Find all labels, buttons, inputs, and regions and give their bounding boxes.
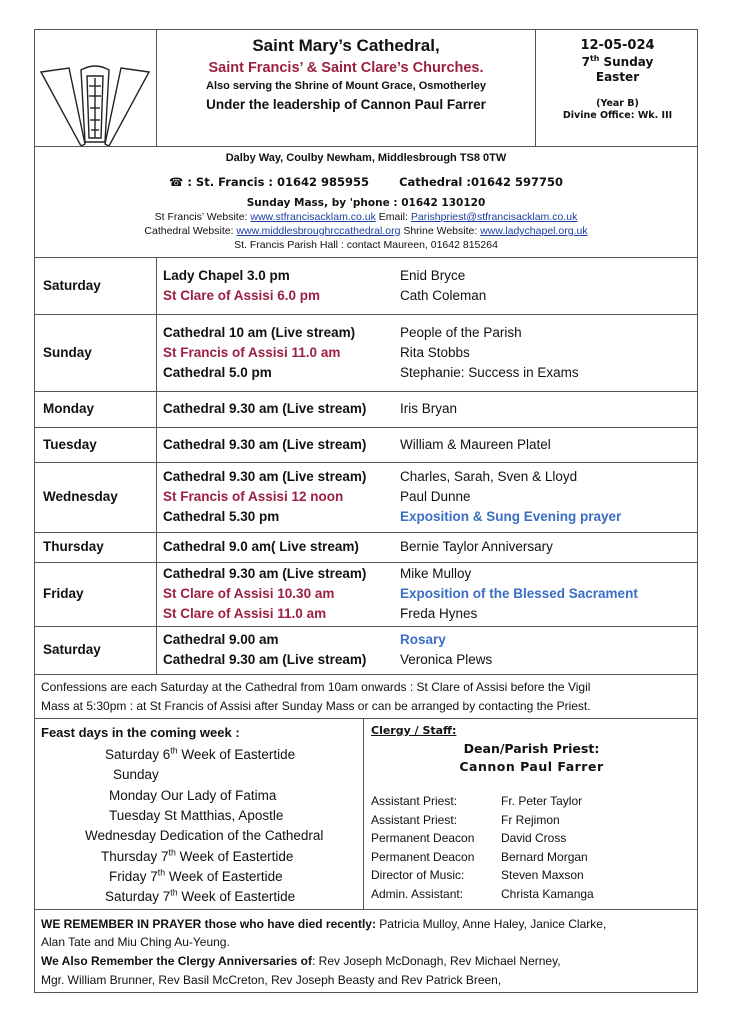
divider — [35, 626, 697, 627]
mass-time: Cathedral 9.00 am — [163, 632, 279, 647]
mass-intention: Veronica Plews — [400, 652, 493, 667]
dean-name: Cannon Paul Farrer — [459, 759, 604, 774]
shrine-line: Also serving the Shrine of Mount Grace, Osmotherley — [206, 80, 486, 92]
dean-title: Dean/Parish Priest: — [463, 741, 600, 756]
mass-time: Lady Chapel 3.0 pm — [163, 267, 290, 283]
liturgical-year: (Year B) — [596, 98, 639, 109]
email-link[interactable]: Parishpriest@stfrancisacklam.co.uk — [410, 211, 578, 223]
mass-time: Cathedral 5.0 pm — [163, 364, 272, 380]
staff-name: Bernard Morgan — [501, 849, 588, 864]
mass-intention: Rosary — [400, 632, 446, 647]
anniversary-line-2: Mgr. William Brunner, Rev Basil McCreton, Rev Joseph Beasty and Rev Patrick Breen, — [41, 973, 502, 987]
mass-time: Cathedral 9.0 am( Live stream) — [163, 539, 359, 554]
staff-role: Permanent Deacon — [371, 849, 475, 864]
feasts-title: Feast days in the coming week : — [41, 725, 240, 740]
feast-item: Tuesday St Matthias, Apostle — [109, 807, 284, 823]
staff-role: Permanent Deacon — [371, 831, 475, 846]
mass-intention: Freda Hynes — [400, 606, 478, 621]
divider — [35, 462, 697, 463]
mass-intention: William & Maureen Platel — [400, 436, 551, 452]
staff-name: David Cross — [501, 831, 567, 846]
cathedral-website-link[interactable]: www.middlesbroughrccathedral.org — [236, 225, 401, 237]
mass-time: St Francis of Assisi 12 noon — [163, 489, 344, 504]
mass-time: St Francis of Assisi 11.0 am — [163, 344, 341, 360]
churches-title: Saint Francis’ & Saint Clare’s Churches. — [208, 60, 484, 76]
staff-name: Steven Maxson — [501, 868, 584, 883]
staff-role: Admin. Assistant: — [371, 887, 464, 901]
schedule-day: Saturday — [43, 642, 101, 657]
divider — [35, 146, 697, 147]
confessions-line-2: Mass at 5:30pm : at St Francis of Assisi after Sunday Mass or can be arranged by contacting the Priest. — [41, 699, 591, 713]
mass-time: Cathedral 9.30 am (Live stream) — [163, 566, 367, 581]
mass-intention: Charles, Sarah, Sven & Lloyd — [400, 469, 578, 484]
website-line-1: St Francis’ Website: www.stfrancisacklam.co.uk Email: Parishpriest@stfrancisacklam.co.uk — [154, 211, 578, 223]
schedule-day: Wednesday — [43, 489, 118, 504]
mass-intention: Rita Stobbs — [400, 344, 470, 360]
schedule-day: Sunday — [43, 344, 92, 360]
feast-item: Sunday — [113, 767, 159, 783]
divider — [35, 909, 697, 910]
divider — [35, 314, 697, 315]
feast-item: Wednesday Dedication of the Cathedral — [85, 828, 324, 844]
staff-role: Assistant Priest: — [371, 794, 458, 808]
staff-role: Assistant Priest: — [371, 812, 458, 827]
phone-line: ☎ : St. Francis : 01642 985955 Cathedral :01642 597750 — [168, 175, 563, 189]
season-label: Easter — [595, 70, 640, 84]
staff-role: Director of Music: — [371, 868, 465, 883]
schedule-day: Saturday — [43, 277, 101, 293]
mass-intention: Enid Bryce — [400, 267, 466, 283]
divider — [35, 427, 697, 428]
mass-intention: Paul Dunne — [400, 489, 471, 504]
sunday-mass-phone: Sunday Mass, by 'phone : 01642 130120 — [246, 197, 486, 209]
mass-intention: Exposition & Sung Evening prayer — [400, 509, 622, 524]
parish-title: Saint Mary’s Cathedral, — [252, 36, 440, 55]
phone-icon: ☎ — [168, 175, 184, 189]
feast-item: Monday Our Lady of Fatima — [109, 787, 277, 803]
mass-intention: People of the Parish — [400, 324, 522, 340]
schedule-day: Friday — [43, 586, 84, 601]
website-line-2: Cathedral Website: www.middlesbroughrccathedral.org Shrine Website: www.ladychapel.org.uk — [144, 225, 588, 237]
confessions-line-1: Confessions are each Saturday at the Cathedral from 10am onwards : St Clare of Assisi before the Vigil — [41, 680, 591, 694]
divider — [35, 391, 697, 392]
divider — [35, 674, 697, 675]
divider — [35, 718, 697, 719]
mass-time: St Clare of Assisi 10.30 am — [163, 586, 335, 601]
divine-office: Divine Office: Wk. III — [562, 110, 673, 121]
schedule-day: Tuesday — [43, 436, 97, 452]
mass-intention: Mike Mulloy — [400, 566, 472, 581]
mass-time: Cathedral 9.30 am (Live stream) — [163, 469, 367, 484]
staff-name: Fr Rejimon — [501, 812, 560, 827]
staff-name: Fr. Peter Taylor — [501, 794, 583, 808]
address: Dalby Way, Coulby Newham, Middlesbrough TS8 0TW — [225, 152, 507, 164]
remember-line-1: WE REMEMBER IN PRAYER those who have died recently: Patricia Mulloy, Anne Haley, Janice Clarke, — [41, 917, 607, 931]
mass-time: Cathedral 10 am (Live stream) — [163, 324, 356, 340]
feast-item: Saturday 6th Week of Eastertide — [105, 745, 296, 762]
mass-time: St Clare of Assisi 6.0 pm — [163, 287, 321, 303]
feast-item: Saturday 7th Week of Eastertide — [105, 887, 296, 905]
cathedral-logo-icon — [37, 64, 153, 150]
feast-item: Friday 7th Week of Eastertide — [109, 867, 283, 884]
header-center — [157, 36, 535, 112]
mass-intention: Exposition of the Blessed Sacrament — [400, 586, 638, 601]
mass-time: Cathedral 9.30 am (Live stream) — [163, 401, 367, 416]
sunday-label: 7th Sunday — [581, 54, 654, 69]
mass-time: Cathedral 5.30 pm — [163, 509, 280, 524]
mass-time: Cathedral 9.30 am (Live stream) — [163, 436, 367, 452]
mass-time: Cathedral 9.30 am (Live stream) — [163, 652, 367, 667]
divider — [35, 532, 697, 533]
sf-website-link[interactable]: www.stfrancisacklam.co.uk — [250, 211, 376, 223]
clergy-heading: Clergy / Staff: — [371, 724, 457, 737]
shrine-website-link[interactable]: www.ladychapel.org.uk — [480, 225, 588, 237]
mass-intention: Bernie Taylor Anniversary — [400, 539, 553, 554]
parish-hall: St. Francis Parish Hall : contact Maureen, 01642 815264 — [234, 239, 498, 251]
feast-item: Thursday 7th Week of Eastertide — [101, 847, 294, 864]
mass-intention: Iris Bryan — [400, 401, 458, 416]
anniversary-line-1: We Also Remember the Clergy Anniversaries of: Rev Joseph McDonagh, Rev Michael Nerney, — [41, 954, 561, 968]
mass-time: St Clare of Assisi 11.0 am — [163, 606, 327, 621]
staff-name: Christa Kamanga — [501, 887, 594, 901]
mass-intention: Cath Coleman — [400, 287, 487, 303]
schedule-day: Monday — [43, 401, 95, 416]
bulletin-date: 12-05-024 — [580, 38, 655, 53]
mass-intention: Stephanie: Success in Exams — [400, 364, 579, 380]
remember-line-2: Alan Tate and Miu Ching Au-Yeung. — [41, 935, 230, 949]
divider — [35, 257, 697, 258]
divider — [156, 257, 157, 674]
leadership-line: Under the leadership of Cannon Paul Farrer — [206, 97, 486, 112]
schedule-day: Thursday — [43, 539, 104, 554]
divider — [35, 562, 697, 563]
date-box — [536, 38, 699, 121]
bulletin-sheet — [34, 29, 698, 993]
